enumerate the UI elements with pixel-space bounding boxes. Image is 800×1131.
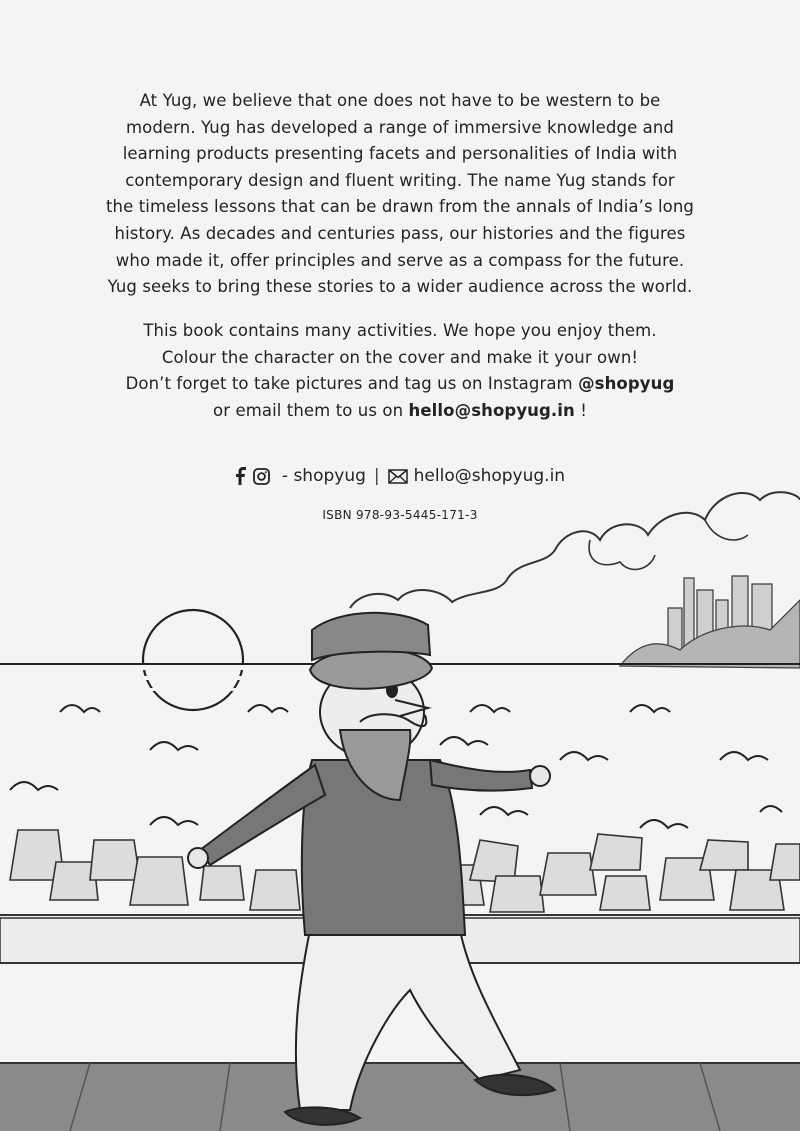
instagram-icon[interactable]: [253, 468, 270, 485]
activities-paragraph: [60, 318, 740, 424]
activities-line: [60, 398, 740, 425]
social-links-row: [0, 466, 800, 486]
intro-line: Yug seeks to bring these stories to a wider audience across the world.: [107, 277, 693, 297]
social-email[interactable]: hello@shopyug.in: [413, 466, 566, 486]
activities-line-text: !: [574, 400, 587, 420]
sun: [143, 610, 243, 710]
intro-line: the timeless lessons that can be drawn from the annals of India’s long: [105, 197, 695, 217]
intro-paragraph: [60, 88, 740, 301]
social-handle[interactable]: - shopyug: [281, 466, 366, 486]
email-link[interactable]: hello@shopyug.in: [408, 400, 575, 420]
separator: |: [373, 466, 380, 486]
mail-icon: [388, 469, 408, 484]
intro-line: modern. Yug has developed a range of immersive knowledge and: [125, 117, 675, 137]
activities-line: Colour the character on the cover and make it your own!: [161, 347, 639, 367]
intro-line: who made it, offer principles and serve as a compass for the future.: [115, 250, 685, 270]
intro-line: learning products presenting facets and personalities of India with: [122, 144, 678, 164]
isbn-number: ISBN 978-93-5445-171-3: [322, 508, 478, 522]
activities-line: This book contains many activities. We hope you enjoy them.: [143, 321, 657, 340]
activities-line: [60, 371, 740, 398]
cloud-outline: [589, 540, 655, 569]
activities-line-text: or email them to us on: [213, 400, 409, 420]
intro-line: history. As decades and centuries pass, our histories and the figures: [114, 223, 686, 243]
activities-line-text: Don’t forget to take pictures and tag us on Instagram: [125, 374, 579, 394]
intro-line: contemporary design and fluent writing. The name Yug stands for: [125, 170, 675, 190]
cloud-outline: [705, 520, 748, 540]
instagram-handle[interactable]: @shopyug: [578, 374, 675, 394]
intro-line: At Yug, we believe that one does not have to be western to be: [139, 91, 661, 110]
facebook-icon[interactable]: [235, 467, 247, 485]
